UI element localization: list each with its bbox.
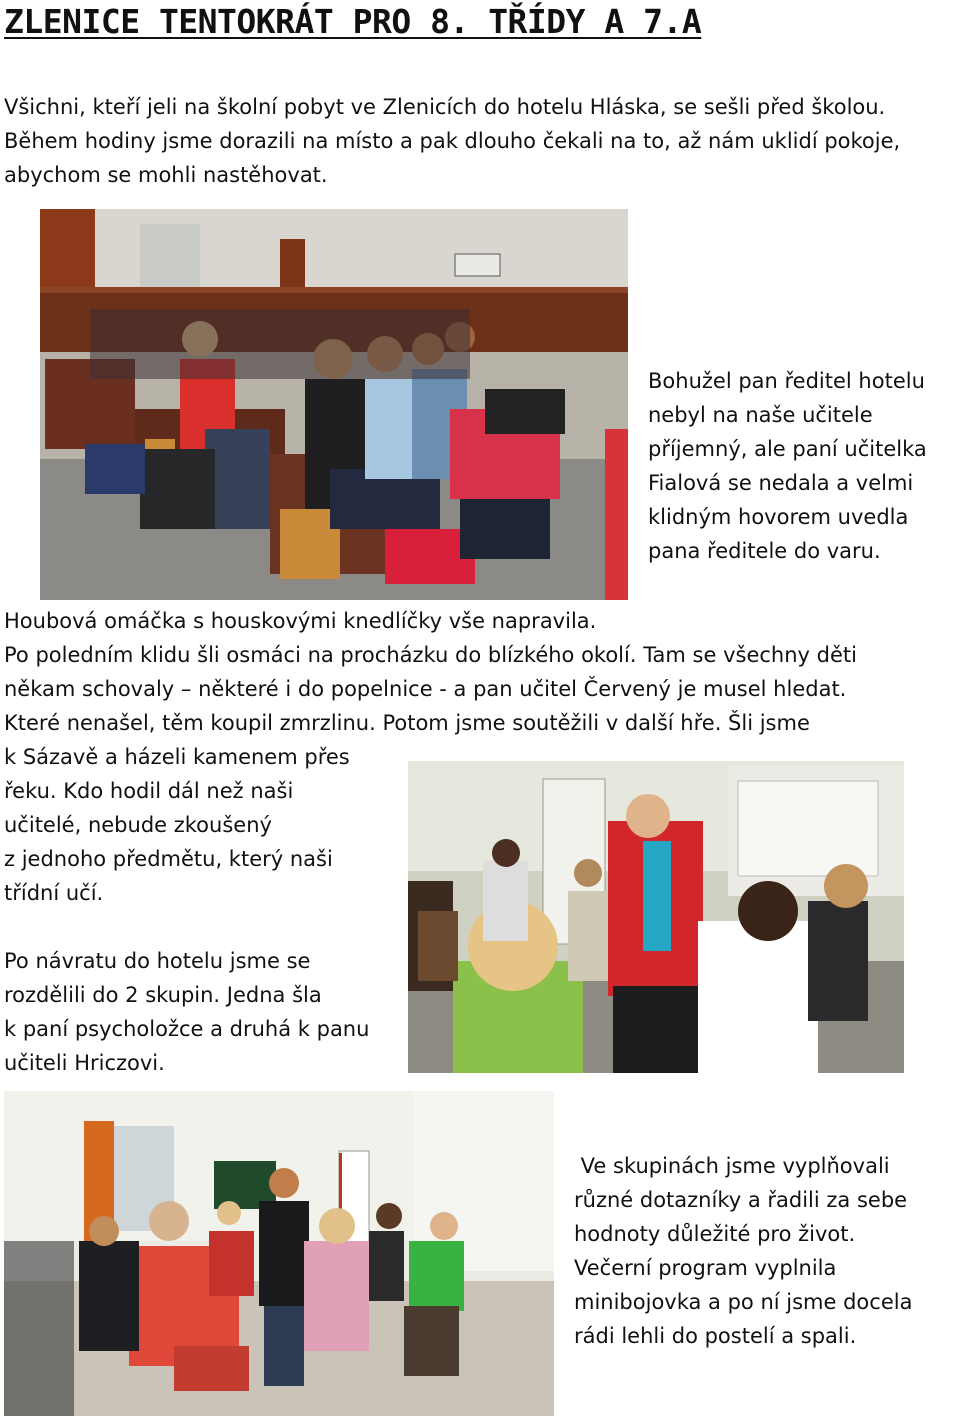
text-line: učiteli Hriczovi. <box>4 1051 165 1075</box>
text-line: pana ředitele do varu. <box>648 539 881 563</box>
text-line: Během hodiny jsme dorazili na místo a pak dlouho čekali na to, až nám uklidí pokoje, <box>4 129 901 153</box>
walk-paragraph <box>4 604 857 740</box>
page-title: ZLENICE TENTOKRÁT PRO 8. TŘÍDY A 7.A <box>4 2 702 41</box>
text-line: nebyl na naše učitele <box>648 403 873 427</box>
text-line: řeku. Kdo hodil dál než naši <box>4 779 294 803</box>
text-line: různé dotazníky a řadili za sebe <box>574 1188 908 1212</box>
text-line: učitelé, nebude zkoušený <box>4 813 272 837</box>
side-note-evening <box>574 1149 912 1353</box>
text-line: Fialová se nedala a velmi <box>648 471 914 495</box>
text-line: třídní učí. <box>4 881 104 905</box>
text-line: z jednoho předmětu, který naši <box>4 847 333 871</box>
text-line: rádi lehli do postelí a spali. <box>574 1324 857 1348</box>
photo-circle-discussion <box>4 1091 554 1416</box>
text-line: rozdělili do 2 skupin. Jedna šla <box>4 983 322 1007</box>
text-line: někam schovaly – některé i do popelnice - a pan učitel Červený je musel hledat. <box>4 677 847 701</box>
text-line: Bohužel pan ředitel hotelu <box>648 369 925 393</box>
text-line: abychom se mohli nastěhovat. <box>4 163 328 187</box>
intro-paragraph <box>4 90 900 192</box>
text-line: příjemný, ale paní učitelka <box>648 437 927 461</box>
text-line: Po návratu do hotelu jsme se <box>4 949 311 973</box>
groups-paragraph <box>4 944 369 1080</box>
photo-students-waiting <box>40 209 628 600</box>
text-line: Všichni, kteří jeli na školní pobyt ve Zlenicích do hotelu Hláska, se sešli před školou. <box>4 95 886 119</box>
river-paragraph <box>4 740 350 910</box>
text-line: Po poledním klidu šli osmáci na procházku do blízkého okolí. Tam se všechny děti <box>4 643 857 667</box>
side-note-director <box>648 364 927 568</box>
text-line: minibojovka a po ní jsme docela <box>574 1290 913 1314</box>
text-line: hodnoty důležité pro život. <box>574 1222 856 1246</box>
text-line: Večerní program vyplnila <box>574 1256 837 1280</box>
text-line: Ve skupinách jsme vyplňovali <box>574 1154 890 1178</box>
photo-group-activity <box>408 761 904 1073</box>
text-line: k paní psycholožce a druhá k panu <box>4 1017 370 1041</box>
text-line: k Sázavě a házeli kamenem přes <box>4 745 350 769</box>
text-line: Houbová omáčka s houskovými knedlíčky vše napravila. <box>4 609 597 633</box>
text-line: klidným hovorem uvedla <box>648 505 909 529</box>
text-line: Které nenašel, těm koupil zmrzlinu. Potom jsme soutěžili v další hře. Šli jsme <box>4 711 810 735</box>
